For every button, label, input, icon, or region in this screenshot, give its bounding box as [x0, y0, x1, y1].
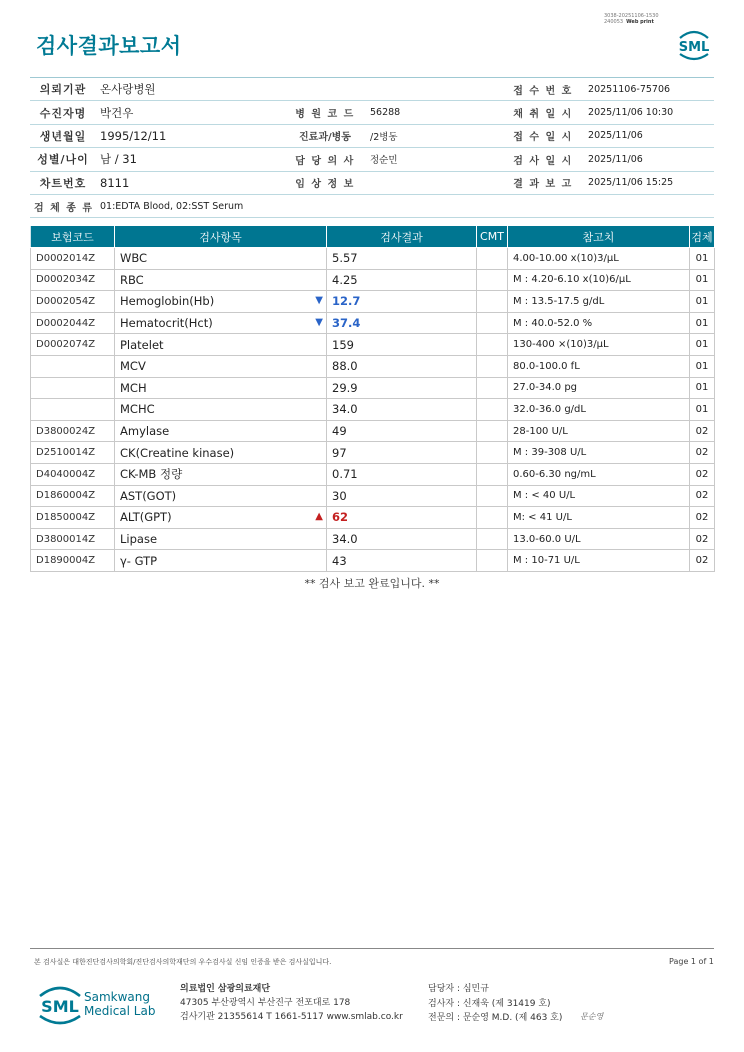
result-specimen: 02	[690, 485, 715, 507]
result-item	[115, 334, 327, 356]
result-specimen: 02	[690, 442, 715, 464]
result-item-name: Hemoglobin(Hb)	[120, 294, 215, 309]
svg-text:SML: SML	[41, 997, 79, 1016]
result-cmt	[477, 334, 508, 356]
staff-manager: 담당자 : 심민규	[428, 984, 489, 994]
result-value: 34.0	[327, 399, 477, 421]
result-reference: 32.0-36.0 g/dL	[508, 399, 690, 421]
result-item	[115, 377, 327, 399]
result-item-name: WBC	[120, 251, 148, 266]
result-specimen: 01	[690, 291, 715, 313]
company-name-line1: Samkwang	[84, 990, 150, 1004]
dept-value: /2병동	[366, 124, 502, 147]
header-item: 검사항목	[115, 226, 327, 248]
result-row	[31, 334, 715, 356]
result-code: D1890004Z	[31, 550, 115, 572]
result-value: 37.4	[327, 312, 477, 334]
hospital-code-label: 병 원 코 드	[284, 101, 366, 124]
staff-block	[428, 982, 562, 1026]
result-item	[115, 528, 327, 550]
result-value: 5.57	[327, 248, 477, 270]
result-item-name: CK(Creatine kinase)	[120, 445, 235, 460]
result-specimen: 01	[690, 312, 715, 334]
result-reference: M : 10-71 U/L	[508, 550, 690, 572]
result-reference: 80.0-100.0 fL	[508, 355, 690, 377]
result-cmt	[477, 550, 508, 572]
result-reference: M : 40.0-52.0 %	[508, 312, 690, 334]
page-title: 검사결과보고서	[36, 34, 182, 58]
result-specimen: 02	[690, 507, 715, 529]
result-row	[31, 355, 715, 377]
result-specimen: 01	[690, 334, 715, 356]
sml-footer-logo-icon	[36, 982, 84, 1026]
result-item	[115, 399, 327, 421]
result-specimen: 02	[690, 463, 715, 485]
doctor-label: 담 당 의 사	[284, 148, 366, 171]
dob-value: 1995/12/11	[96, 124, 284, 147]
clinical-value	[366, 171, 502, 194]
result-value: 97	[327, 442, 477, 464]
result-row	[31, 248, 715, 270]
result-row	[31, 550, 715, 572]
result-row	[31, 528, 715, 550]
address-line: 47305 부산광역시 부산진구 전포대로 178	[180, 998, 351, 1008]
web-print-label: Web print	[626, 19, 654, 25]
receipt-date-label: 접 수 일 시	[502, 124, 584, 147]
company-name	[84, 990, 155, 1018]
result-item-name: AST(GOT)	[120, 488, 177, 503]
test-date-label: 검 사 일 시	[502, 148, 584, 171]
result-row	[31, 312, 715, 334]
result-item	[115, 550, 327, 572]
results-body	[31, 248, 715, 572]
company-name-line2: Medical Lab	[84, 1004, 156, 1018]
result-value: 29.9	[327, 377, 477, 399]
result-item	[115, 291, 327, 313]
result-specimen: 01	[690, 248, 715, 270]
result-item-name: Platelet	[120, 337, 164, 352]
result-cmt	[477, 312, 508, 334]
result-value: 4.25	[327, 269, 477, 291]
receipt-no-value: 20251106-75706	[584, 78, 714, 101]
organization-name: 의료법인 삼광의료재단	[180, 984, 271, 994]
result-code	[31, 399, 115, 421]
chart-value: 8111	[96, 171, 284, 194]
result-cmt	[477, 269, 508, 291]
result-value: 34.0	[327, 528, 477, 550]
result-item	[115, 248, 327, 270]
header-cmt: CMT	[477, 226, 508, 248]
result-reference: M : 13.5-17.5 g/dL	[508, 291, 690, 313]
result-cmt	[477, 442, 508, 464]
result-code: D3800024Z	[31, 420, 115, 442]
result-cmt	[477, 420, 508, 442]
result-cmt	[477, 507, 508, 529]
result-item-name: Amylase	[120, 424, 170, 439]
staff-specialist: 전문의 : 문순영 M.D. (제 463 호)	[428, 1013, 563, 1023]
header-code: 보험코드	[31, 226, 115, 248]
test-date-value: 2025/11/06	[584, 148, 714, 171]
chart-label: 차트번호	[30, 171, 96, 194]
result-cmt	[477, 248, 508, 270]
dob-label: 생년월일	[30, 124, 96, 147]
doctor-value: 정순민	[366, 148, 502, 171]
result-item-name: MCV	[120, 359, 146, 374]
result-cmt	[477, 528, 508, 550]
result-code: D0002034Z	[31, 269, 115, 291]
header-ref: 참고치	[508, 226, 690, 248]
sml-logo-icon	[674, 26, 714, 62]
result-item	[115, 485, 327, 507]
address-block	[180, 982, 403, 1024]
signature: 문순영	[580, 1012, 604, 1021]
result-item-name: MCHC	[120, 402, 155, 417]
result-cmt	[477, 377, 508, 399]
results-table	[30, 225, 715, 572]
result-code: D1860004Z	[31, 485, 115, 507]
specimen-value: 01:EDTA Blood, 02:SST Serum	[96, 194, 714, 217]
result-item	[115, 269, 327, 291]
patient-label: 수진자명	[30, 101, 96, 124]
result-item-name: Hematocrit(Hct)	[120, 316, 213, 331]
footer-divider	[30, 948, 714, 949]
result-value: 30	[327, 485, 477, 507]
result-item	[115, 355, 327, 377]
result-specimen: 01	[690, 269, 715, 291]
document-meta	[604, 13, 714, 25]
result-cmt	[477, 355, 508, 377]
result-row	[31, 485, 715, 507]
result-value: 159	[327, 334, 477, 356]
result-reference: 27.0-34.0 pg	[508, 377, 690, 399]
result-specimen: 01	[690, 377, 715, 399]
result-item-name: RBC	[120, 272, 144, 287]
report-value: 2025/11/06 15:25	[584, 171, 714, 194]
result-value: 88.0	[327, 355, 477, 377]
result-cmt	[477, 485, 508, 507]
hospital-code-value: 56288	[366, 101, 502, 124]
specimen-label: 검 체 종 류	[30, 194, 96, 217]
receipt-no-label: 접 수 번 호	[502, 78, 584, 101]
sex-age-label: 성별/나이	[30, 148, 96, 171]
result-code: D1850004Z	[31, 507, 115, 529]
result-item	[115, 442, 327, 464]
collect-value: 2025/11/06 10:30	[584, 101, 714, 124]
result-item	[115, 507, 327, 529]
result-code	[31, 377, 115, 399]
result-row	[31, 463, 715, 485]
result-code: D0002014Z	[31, 248, 115, 270]
result-code	[31, 355, 115, 377]
clinical-label: 임 상 정 보	[284, 171, 366, 194]
page-number: Page 1 of 1	[669, 957, 714, 966]
svg-text:SML: SML	[678, 40, 710, 55]
result-specimen: 02	[690, 420, 715, 442]
result-cmt	[477, 291, 508, 313]
collect-label: 채 취 일 시	[502, 101, 584, 124]
result-item-name: Lipase	[120, 532, 158, 547]
result-value: 43	[327, 550, 477, 572]
result-value: 62	[327, 507, 477, 529]
result-reference: 28-100 U/L	[508, 420, 690, 442]
sex-age-value: 남 / 31	[96, 148, 284, 171]
result-reference: 13.0-60.0 U/L	[508, 528, 690, 550]
result-specimen: 02	[690, 550, 715, 572]
report-complete-text: ** 검사 보고 완료입니다. **	[304, 577, 440, 590]
result-row	[31, 377, 715, 399]
header-spec: 검체	[690, 226, 715, 248]
client-label: 의뢰기관	[30, 78, 96, 101]
result-value: 0.71	[327, 463, 477, 485]
result-flag-icon: ▲	[315, 511, 323, 523]
patient-info-table	[30, 77, 714, 218]
results-header-row	[31, 226, 715, 248]
doc-number: 3038-20251106-1530	[604, 13, 659, 19]
result-value: 12.7	[327, 291, 477, 313]
result-specimen: 01	[690, 355, 715, 377]
result-reference: M : < 40 U/L	[508, 485, 690, 507]
result-flag-icon: ▼	[315, 316, 323, 328]
result-item-name: ALT(GPT)	[120, 510, 172, 525]
result-reference: M: < 41 U/L	[508, 507, 690, 529]
result-item-name: γ- GTP	[120, 553, 158, 568]
header-result: 검사결과	[327, 226, 477, 248]
result-reference: 130-400 ×(10)3/μL	[508, 334, 690, 356]
certification-note: 본 검사실은 대한진단검사의학회/진단검사의학재단의 우수검사실 신임 인증을 받은 검사실입니다.	[34, 958, 332, 966]
result-row	[31, 291, 715, 313]
result-reference: M : 4.20-6.10 x(10)6/μL	[508, 269, 690, 291]
client-value: 온사랑병원	[96, 78, 502, 101]
result-row	[31, 420, 715, 442]
doc-line2: 240053	[604, 19, 624, 25]
result-item	[115, 420, 327, 442]
result-cmt	[477, 463, 508, 485]
result-specimen: 01	[690, 399, 715, 421]
result-code: D4040004Z	[31, 463, 115, 485]
result-code: D2510014Z	[31, 442, 115, 464]
result-item	[115, 312, 327, 334]
result-code: D0002044Z	[31, 312, 115, 334]
report-label: 결 과 보 고	[502, 171, 584, 194]
result-reference: 0.60-6.30 ng/mL	[508, 463, 690, 485]
result-flag-icon: ▼	[315, 295, 323, 307]
staff-tester: 검사자 : 신재욱 (제 31419 호)	[428, 998, 551, 1009]
result-value: 49	[327, 420, 477, 442]
result-code: D0002054Z	[31, 291, 115, 313]
patient-value: 박건우	[96, 101, 284, 124]
result-row	[31, 399, 715, 421]
result-reference: 4.00-10.00 x(10)3/μL	[508, 248, 690, 270]
contact-line: 검사기관 21355614 T 1661-5117 www.smlab.co.kr	[180, 1012, 403, 1022]
result-code: D3800014Z	[31, 528, 115, 550]
receipt-date-value: 2025/11/06	[584, 124, 714, 147]
result-reference: M : 39-308 U/L	[508, 442, 690, 464]
result-cmt	[477, 399, 508, 421]
result-row	[31, 442, 715, 464]
result-row	[31, 269, 715, 291]
dept-label: 진료과/병동	[284, 124, 366, 147]
result-item	[115, 463, 327, 485]
result-specimen: 02	[690, 528, 715, 550]
result-item-name: MCH	[120, 380, 147, 395]
result-item-name: CK-MB 정량	[120, 467, 183, 482]
result-row	[31, 507, 715, 529]
result-code: D0002074Z	[31, 334, 115, 356]
